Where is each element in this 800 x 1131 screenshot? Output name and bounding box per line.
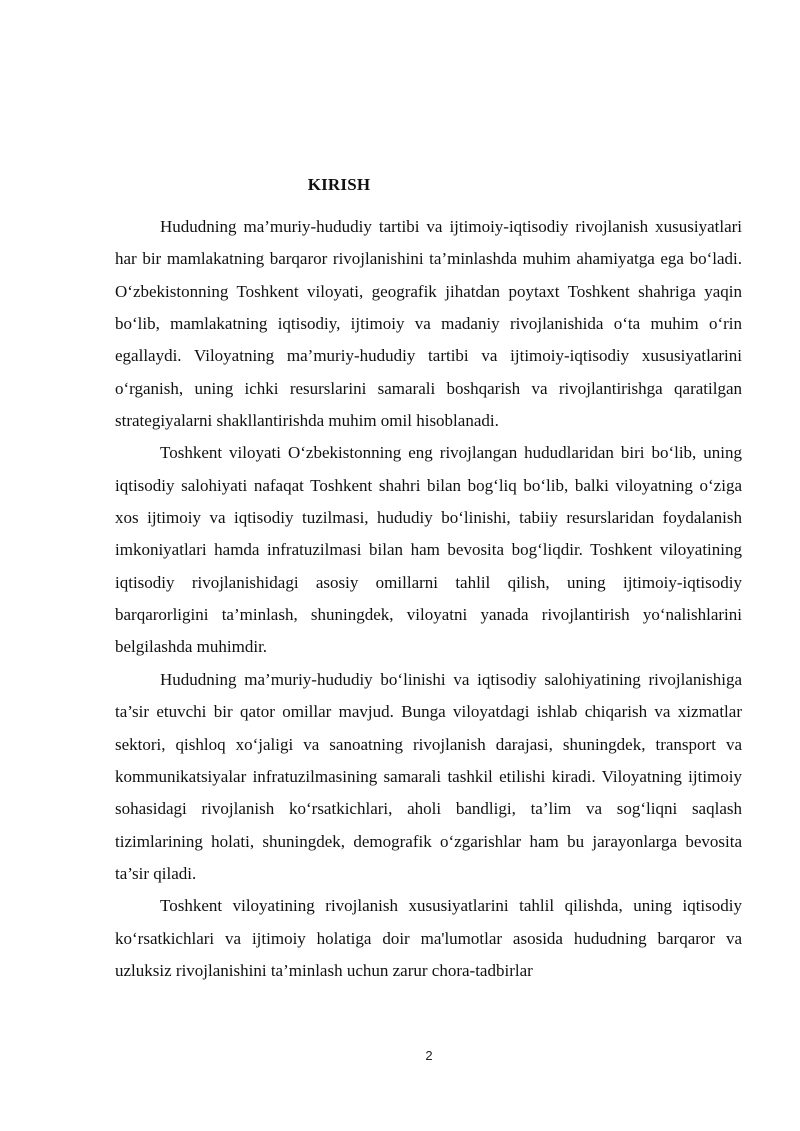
section-heading: KIRISH (307, 175, 371, 194)
body-text (115, 211, 742, 987)
page-number: 2 (425, 1048, 433, 1063)
paragraph-2: Toshkent viloyati O‘zbekistonning eng rivojlangan hududlaridan biri bo‘lib, uning iqtisodiy salohiyati nafaqat Toshkent shahri bilan bog‘liq bo‘lib, balki viloyatning o‘ziga xos ijtimoiy va iqtisodiy tuzilmasi, hududiy bo‘linishi, tabiiy resurslaridan foydalanish imkoniyatlari hamda infratuzilmasi bilan ham bevosita bog‘liqdir. Toshkent viloyatining iqtisodiy rivojlanishidagi asosiy omillarni tahlil qilish, uning ijtimoiy-iqtisodiy barqarorligini ta’minlash, shuningdek, viloyatni yanada rivojlantirish yo‘nalishlarini belgilashda muhimdir. (115, 443, 742, 657)
paragraph-1: Hududning ma’muriy-hududiy tartibi va ijtimoiy-iqtisodiy rivojlanish xususiyatlari har bir mamlakatning barqaror rivojlanishini ta’minlashda muhim ahamiyatga ega bo‘ladi. O‘zbekistonning Toshkent viloyati, geografik jihatdan poytaxt Toshkent shahriga yaqin bo‘lib, mamlakatning iqtisodiy, ijtimoiy va madaniy rivojlanishida o‘ta muhim o‘rin egallaydi. Viloyatning ma’muriy-hududiy tartibi va ijtimoiy-iqtisodiy xususiyatlarini o‘rganish, uning ichki resurslarini samarali boshqarish va rivojlantirishga qaratilgan strategiyalarni shakllantirishda muhim omil hisoblanadi. (115, 217, 742, 431)
paragraph-4: Toshkent viloyatining rivojlanish xususiyatlarini tahlil qilishda, uning iqtisodiy ko‘rsatkichlari va ijtimoiy holatiga doir ma'lumotlar asosida hududning barqaror va uzluksiz rivojlanishini ta’minlash uchun zarur chora-tadbirlar (115, 896, 742, 980)
paragraph-3: Hududning ma’muriy-hududiy bo‘linishi va iqtisodiy salohiyatining rivojlanishiga ta’sir etuvchi bir qator omillar mavjud. Bunga viloyatdagi ishlab chiqarish va xizmatlar sektori, qishloq xo‘jaligi va sanoatning rivojlanish darajasi, shuningdek, transport va kommunikatsiyalar infratuzilmasining samarali tashkil etilishi kiradi. Viloyatning ijtimoiy sohasidagi rivojlanish ko‘rsatkichlari, aholi bandligi, ta’lim va sog‘liqni saqlash tizimlarining holati, shuningdek, demografik o‘zgarishlar ham bu jarayonlarga bevosita ta’sir qiladi. (115, 669, 742, 883)
